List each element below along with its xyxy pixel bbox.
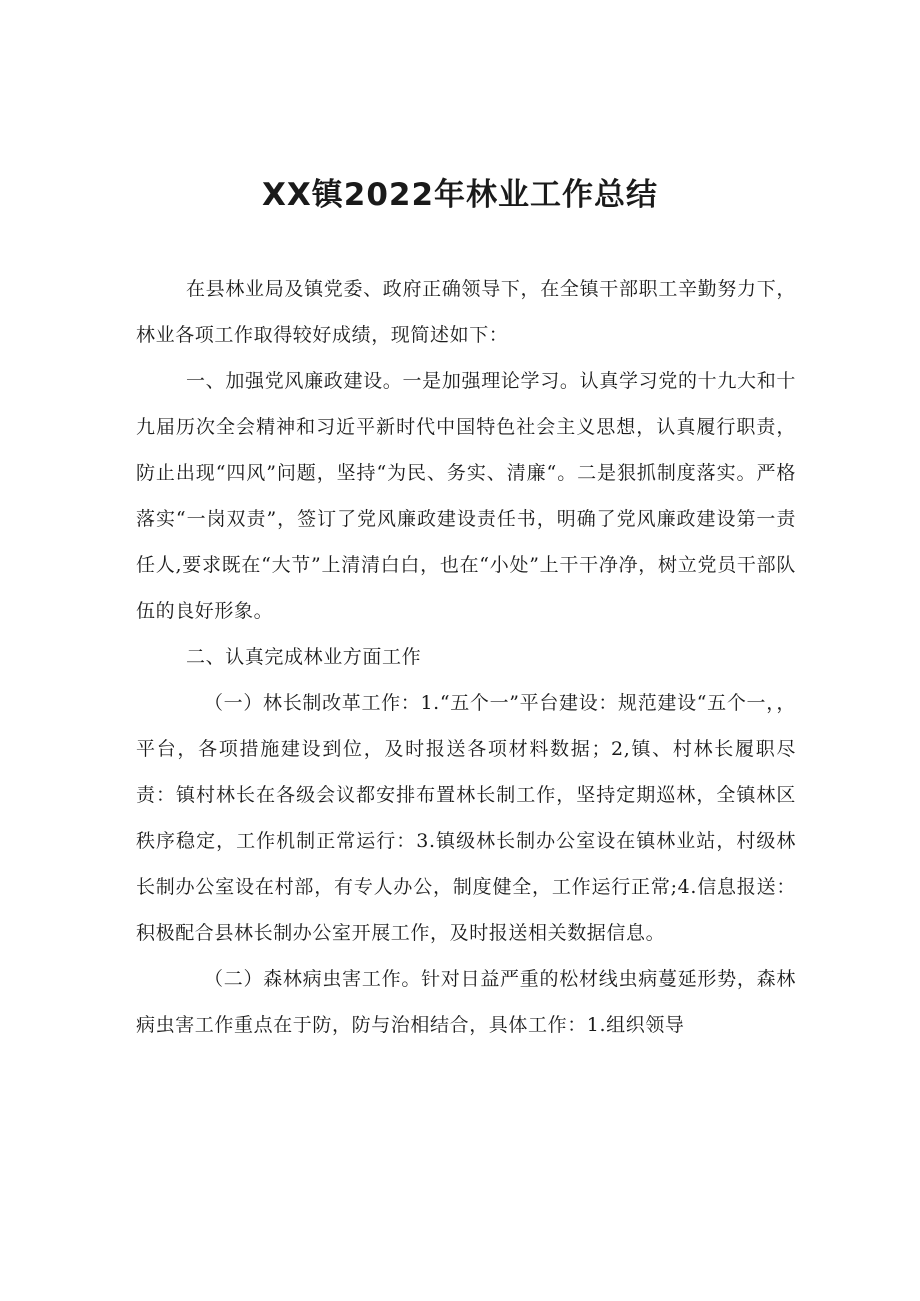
paragraph-pest-control: （二）森林病虫害工作。针对日益严重的松材线虫病蔓延形势，森林病虫害工作重点在于防，防与治相结合，具体工作：1.组织领导	[136, 968, 796, 1036]
document-body	[136, 266, 796, 1048]
paragraph-section-heading: 二、认真完成林业方面工作	[186, 646, 422, 668]
paragraph-party-conduct: 一、加强党风廉政建设。一是加强理论学习。认真学习党的十九大和十九届历次全会精神和习近平新时代中国特色社会主义思想，认真履行职责，防止出现“四风”问题，坚持“为民、务实、清廉“。二是狠抓制度落实。严格落实“一岗双责”，签订了党风廉政建设责任书，明确了党风廉政建设第一责任人,要求既在“大节”上清清白白，也在“小处”上干干净净，树立党员干部队伍的良好形象。	[136, 370, 796, 622]
document-title: XX镇2022年林业工作总结	[261, 177, 659, 213]
paragraph-forest-chief: （一）林长制改革工作：1.“五个一”平台建设：规范建设“五个一，，平台，各项措施建设到位，及时报送各项材料数据；2,镇、村林长履职尽责：镇村林长在各级会议都安排布置林长制工作，坚持定期巡林，全镇林区秩序稳定，工作机制正常运行：3.镇级林长制办公室设在镇林业站，村级林长制办公室设在村部，有专人办公，制度健全，工作运行正常;4.信息报送：积极配合县林长制办公室开展工作，及时报送相关数据信息。	[136, 692, 796, 944]
paragraph-intro: 在县林业局及镇党委、政府正确领导下，在全镇干部职工辛勤努力下，林业各项工作取得较好成绩，现简述如下：	[136, 278, 796, 346]
